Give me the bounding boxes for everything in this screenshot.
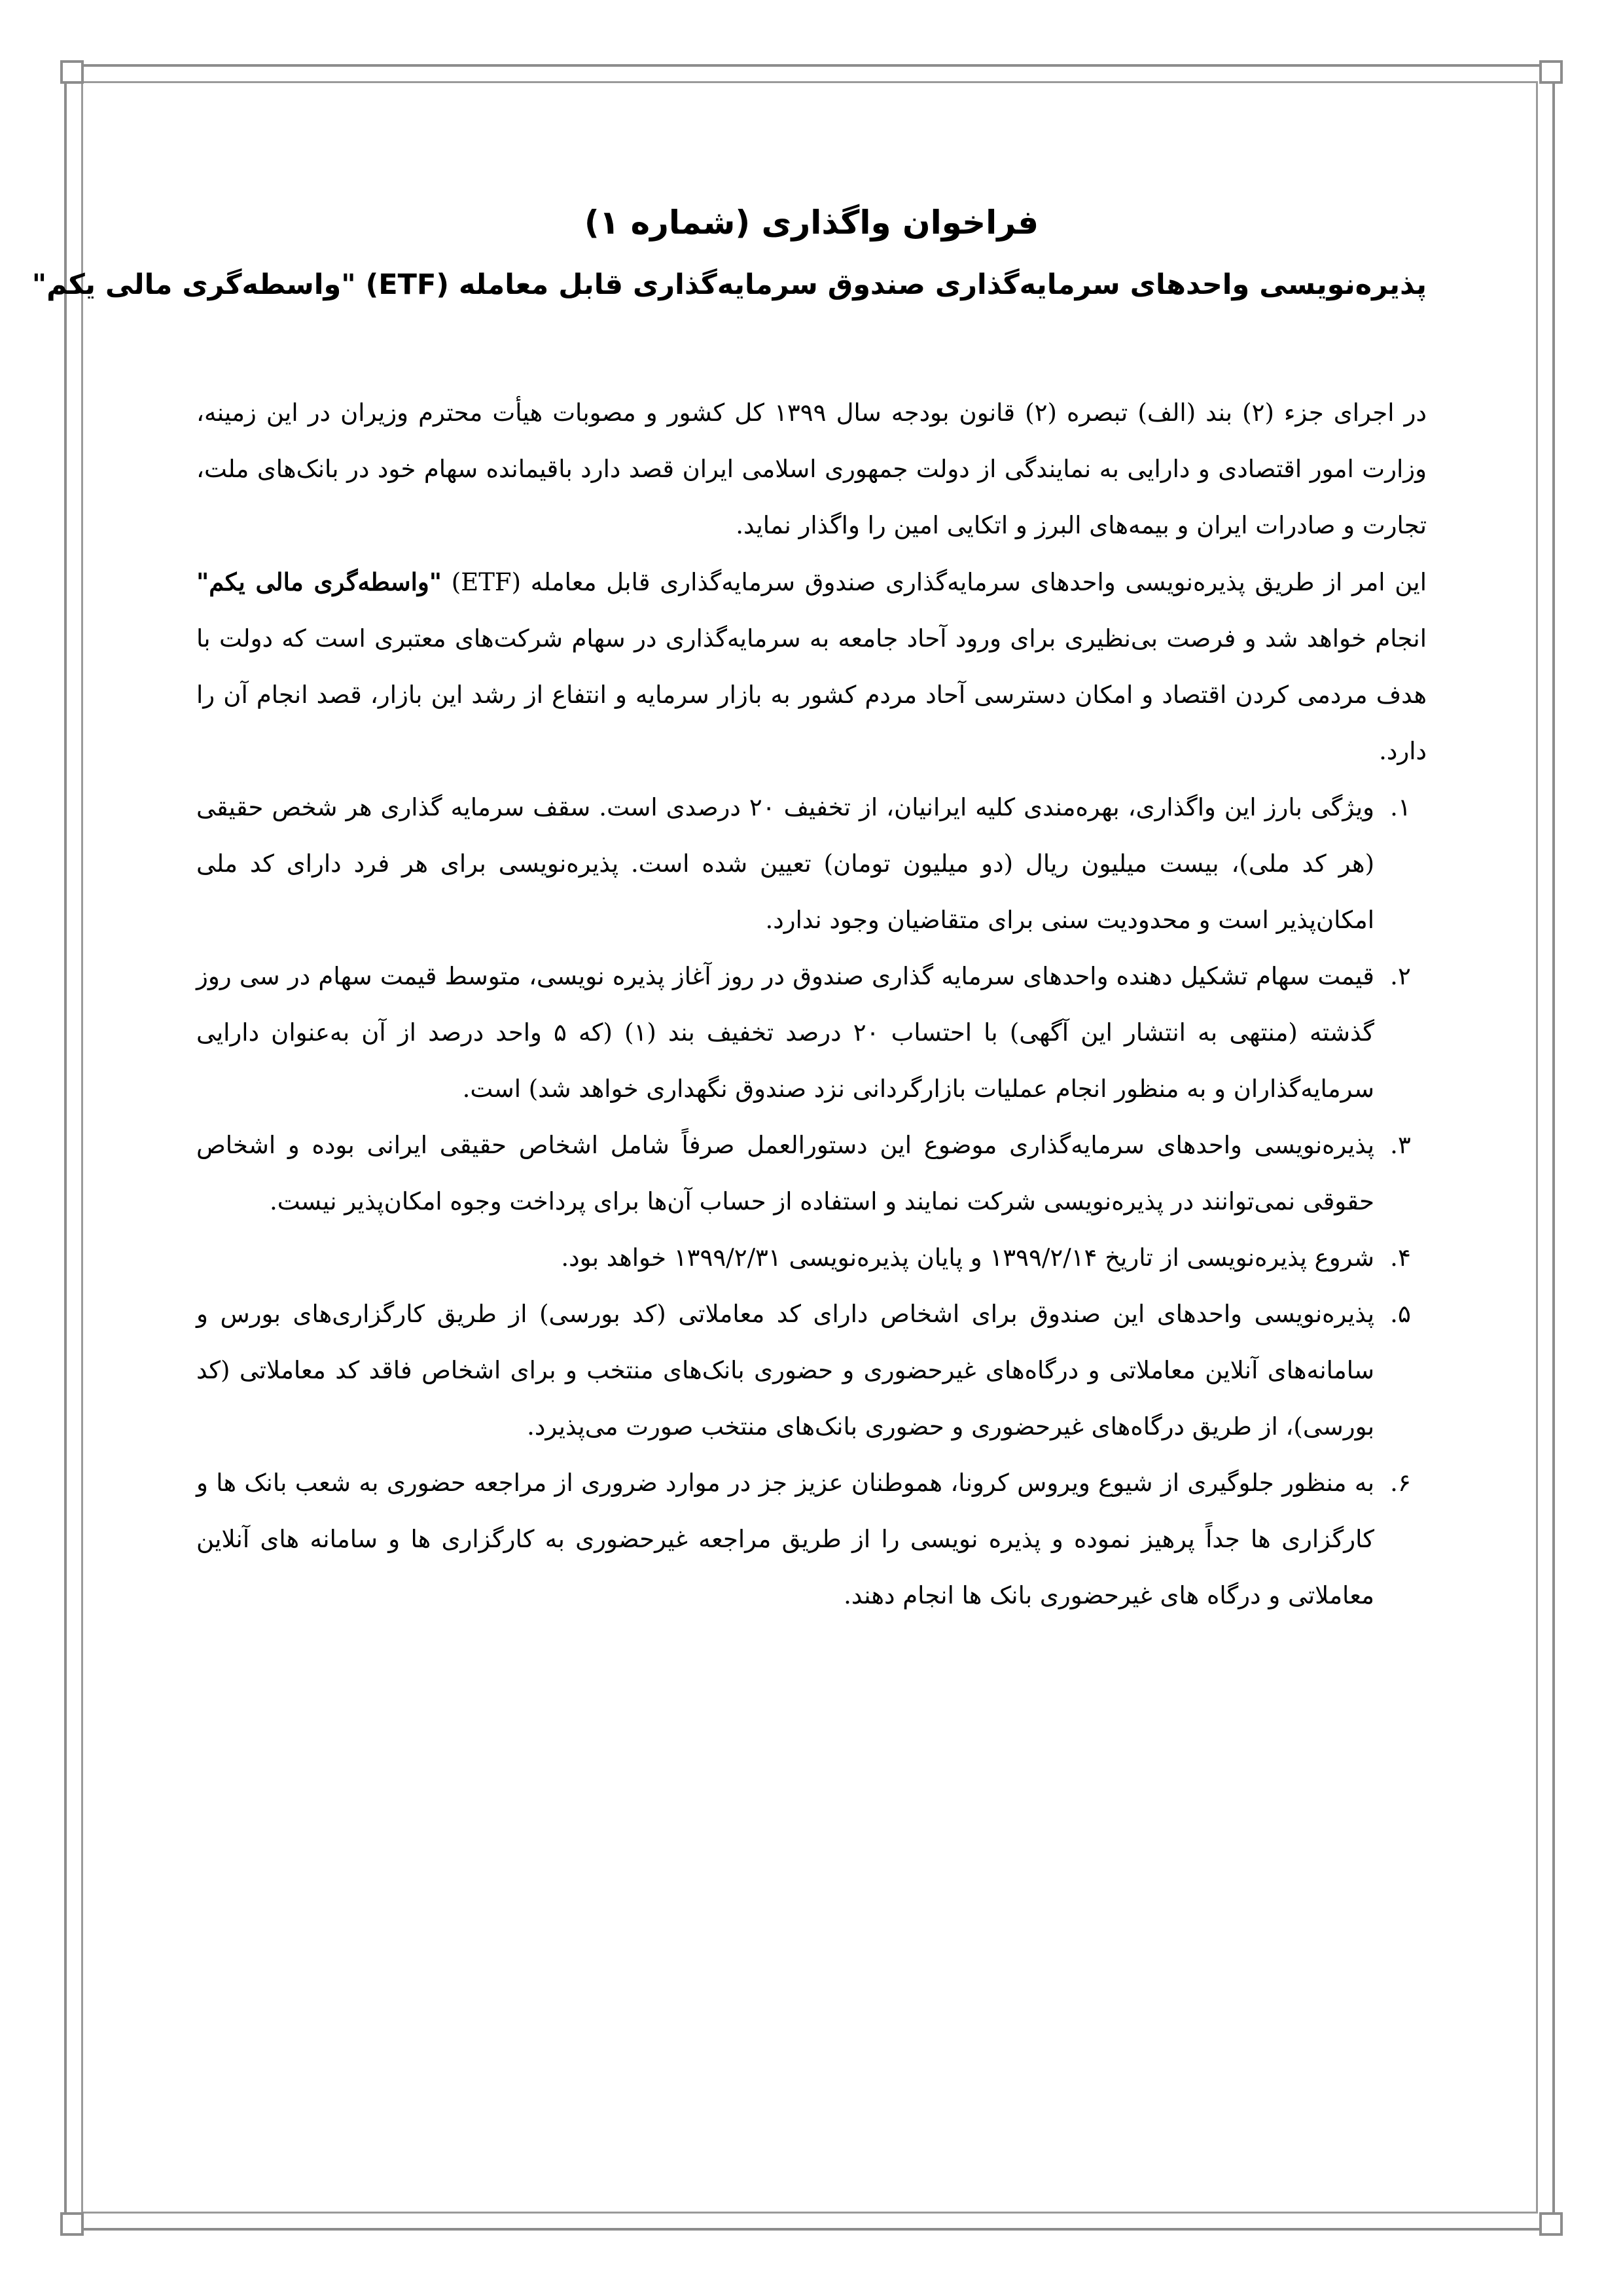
fund-name-bold: "واسطه‌گری مالی یکم" [196,567,442,596]
list-item-number: ۴. [1390,1244,1411,1272]
list-item [196,780,1427,948]
intro-paragraph: در اجرای جزء (۲) بند (الف) تبصره (۲) قانون بودجه سال ۱۳۹۹ کل کشور و مصوبات هیأت محترم وزیران در این زمینه، وزارت امور اقتصادی و دارایی به نمایندگی از دولت جمهوری اسلامی ایران قصد دارد باقیمانده سهام خود در بانک‌های ملت، تجارت و صادرات ایران و بیمه‌های البرز و اتکایی امین را واگذار نماید. [196,399,1427,539]
list-item-text: قیمت سهام تشکیل دهنده واحدهای سرمایه گذاری صندوق در روز آغاز پذیره نویسی، متوسط قیمت سهام در سی روز گذشته (منتهی به انتشار این آگهی) با احتساب ۲۰ درصد تخفیف بند (۱) (که ۵ واحد درصد از آن به‌عنوان دارایی سرمایه‌گذاران و به منظور انجام عملیات بازارگردانی نزد صندوق نگهداری خواهد شد) است. [196,962,1374,1103]
document-subtitle: پذیره‌نویسی واحدهای سرمایه‌گذاری صندوق سرمایه‌گذاری قابل معامله (ETF) "واسطه‌گری مالی یکم" [31,268,1427,301]
document-body [31,196,1427,1624]
list-item [196,1230,1427,1286]
second-paragraph-text-end: انجام خواهد شد و فرصت بی‌نظیری برای ورود آحاد جامعه به سرمایه‌گذاری در سهام شرکت‌های معتبری است که دولت با هدف مردمی کردن اقتصاد و امکان دسترسی آحاد مردم کشور به بازار سرمایه و انتفاع از رشد این بازار، قصد انجام آن را دارد. [196,624,1427,765]
list-item-text: پذیره‌نویسی واحدهای این صندوق برای اشخاص دارای کد معاملاتی (کد بورسی) از طریق کارگزاری‌های بورس و سامانه‌های آنلاین معاملاتی و درگاه‌های غیرحضوری و حضوری بانک‌های منتخب و برای اشخاص فاقد کد معاملاتی (کد بورسی)، از طریق درگاه‌های غیرحضوری و حضوری بانک‌های منتخب صورت می‌پذیرد. [196,1300,1374,1441]
border-corner-ornament [60,60,84,84]
border-corner-ornament [1539,60,1563,84]
border-corner-ornament [1539,2212,1563,2236]
list-item-number: ۶. [1390,1469,1411,1497]
list-item-text: به منظور جلوگیری از شیوع ویروس کرونا، هموطنان عزیز جز در موارد ضروری از مراجعه حضوری به شعب بانک ها و کارگزاری ها جداً پرهیز نموده و پذیره نویسی را از طریق مراجعه غیرحضوری به کارگزاری ها و سامانه های آنلاین معاملاتی و درگاه های غیرحضوری بانک ها انجام دهند. [196,1469,1374,1609]
list-item-number: ۵. [1390,1300,1411,1328]
list-item-number: ۲. [1390,962,1411,990]
list-item-number: ۳. [1390,1131,1411,1159]
list-item [196,1117,1427,1230]
list-item-text: شروع پذیره‌نویسی از تاریخ ۱۳۹۹/۲/۱۴ و پایان پذیره‌نویسی ۱۳۹۹/۲/۳۱ خواهد بود. [561,1244,1374,1272]
border-corner-ornament [60,2212,84,2236]
list-item-number: ۱. [1390,793,1411,821]
second-paragraph [196,554,1427,780]
document-title: فراخوان واگذاری (شماره ۱) [584,204,1039,242]
second-paragraph-text-start: این امر از طریق پذیره‌نویسی واحدهای سرمایه‌گذاری صندوق سرمایه‌گذاری قابل معامله (ETF) [442,568,1427,596]
list-item [196,948,1427,1117]
list-item-text: ویژگی بارز این واگذاری، بهره‌مندی کلیه ایرانیان، از تخفیف ۲۰ درصدی است. سقف سرمایه گذاری هر شخص حقیقی (هر کد ملی)، بیست میلیون ریال (دو میلیون تومان) تعیین شده است. پذیره‌نویسی برای هر فرد دارای کد ملی امکان‌پذیر است و محدودیت سنی برای متقاضیان وجود ندارد. [196,793,1374,934]
list-item [196,1455,1427,1624]
conditions-list [196,780,1427,1624]
list-item-text: پذیره‌نویسی واحدهای سرمایه‌گذاری موضوع این دستورالعمل صرفاً شامل اشخاص حقیقی ایرانی بوده و اشخاص حقوقی نمی‌توانند در پذیره‌نویسی شرکت نمایند و استفاده از حساب آن‌ها برای پرداخت وجوه امکان‌پذیر نیست. [196,1131,1374,1215]
list-item [196,1286,1427,1455]
